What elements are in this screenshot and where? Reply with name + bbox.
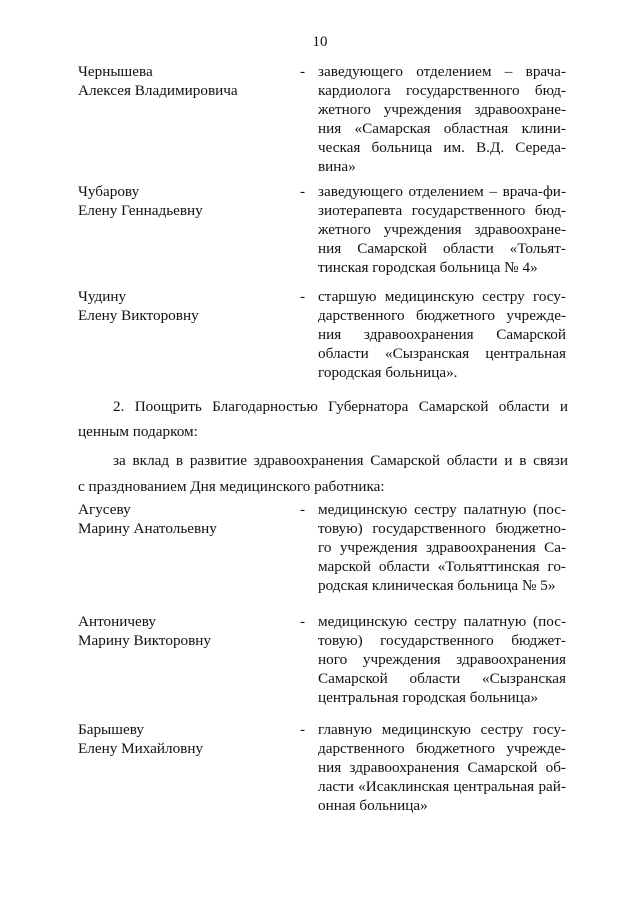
surname: Чубарову	[78, 183, 140, 200]
dash: -	[300, 183, 306, 200]
surname: Агусеву	[78, 501, 131, 518]
surname: Чернышева	[78, 63, 153, 80]
desc-line: онная больница»	[318, 797, 428, 814]
desc-line: медицинскую сестру палатную (пос-	[318, 501, 566, 518]
given-names: Елену Геннадьевну	[78, 202, 203, 219]
position-description	[318, 62, 566, 176]
desc-line: заведующего отделением – врача-фи-	[318, 183, 566, 200]
desc-line: ния здравоохранения Самарской	[318, 326, 566, 343]
desc-line: дарственного бюджетного учрежде-	[318, 740, 566, 757]
dash: -	[300, 63, 306, 80]
desc-line: родская клиническая больница № 5»	[318, 577, 556, 594]
desc-line: городская больница».	[318, 364, 458, 381]
page-number: 10	[312, 34, 328, 50]
paragraph-line	[78, 451, 568, 470]
person-name	[78, 612, 288, 650]
dash: -	[300, 613, 306, 630]
desc-line: тинская городская больница № 4»	[318, 259, 538, 276]
desc-line: области «Сызранская центральная	[318, 345, 566, 362]
dash: -	[300, 288, 306, 305]
paragraph-text: ценным подарком:	[78, 423, 198, 440]
desc-line: главную медицинскую сестру госу-	[318, 721, 566, 738]
position-description	[318, 720, 566, 815]
desc-line: марской области «Тольяттинская го-	[318, 558, 566, 575]
dash: -	[300, 721, 306, 738]
desc-line: ного учреждения здравоохранения	[318, 651, 566, 668]
desc-line: Самарской области «Сызранская	[318, 670, 566, 687]
desc-line: заведующего отделением – врача-	[318, 63, 566, 80]
dash: -	[300, 501, 306, 518]
desc-line: старшую медицинскую сестру госу-	[318, 288, 566, 305]
given-names: Алексея Владимировича	[78, 82, 238, 99]
paragraph-line	[78, 477, 568, 496]
position-description	[318, 182, 566, 277]
surname: Барышеву	[78, 721, 144, 738]
given-names: Елену Викторовну	[78, 307, 199, 324]
paragraph-line	[78, 422, 568, 441]
desc-line: товую) государственного бюджетно-	[318, 520, 566, 537]
position-description	[318, 500, 566, 595]
surname: Антоничеву	[78, 613, 157, 630]
person-name	[78, 62, 288, 100]
paragraph-text: 2. Поощрить Благодарностью Губернатора Самарской области и	[113, 398, 568, 415]
position-description	[318, 612, 566, 707]
surname: Чудину	[78, 288, 127, 305]
desc-line: дарственного бюджетного учрежде-	[318, 307, 566, 324]
given-names: Елену Михайловну	[78, 740, 204, 757]
paragraph-line	[78, 397, 568, 416]
person-name	[78, 720, 288, 758]
desc-line: жетного учреждения здравоохране-	[318, 101, 566, 118]
desc-line: вина»	[318, 158, 356, 175]
person-name	[78, 287, 288, 325]
desc-line: ния здравоохранения Самарской об-	[318, 759, 566, 776]
paragraph-text: с празднованием Дня медицинского работника:	[78, 478, 385, 495]
position-description	[318, 287, 566, 382]
desc-line: ния Самарской области «Тольят-	[318, 240, 566, 257]
desc-line: ния «Самарская областная клини-	[318, 120, 566, 137]
desc-line: товую) государственного бюджет-	[318, 632, 566, 649]
desc-line: ческая больница им. В.Д. Середа-	[318, 139, 566, 156]
desc-line: ласти «Исаклинская центральная рай-	[318, 778, 566, 795]
person-name	[78, 182, 288, 220]
paragraph-text: за вклад в развитие здравоохранения Самарской области и в связи	[113, 452, 568, 469]
desc-line: жетного учреждения здравоохране-	[318, 221, 566, 238]
given-names: Марину Анатольевну	[78, 520, 217, 537]
desc-line: зиотерапевта государственного бюд-	[318, 202, 566, 219]
desc-line: кардиолога государственного бюд-	[318, 82, 566, 99]
desc-line: центральная городская больница»	[318, 689, 539, 706]
desc-line: медицинскую сестру палатную (пос-	[318, 613, 566, 630]
person-name	[78, 500, 288, 538]
desc-line: го учреждения здравоохранения Са-	[318, 539, 566, 556]
given-names: Марину Викторовну	[78, 632, 212, 649]
